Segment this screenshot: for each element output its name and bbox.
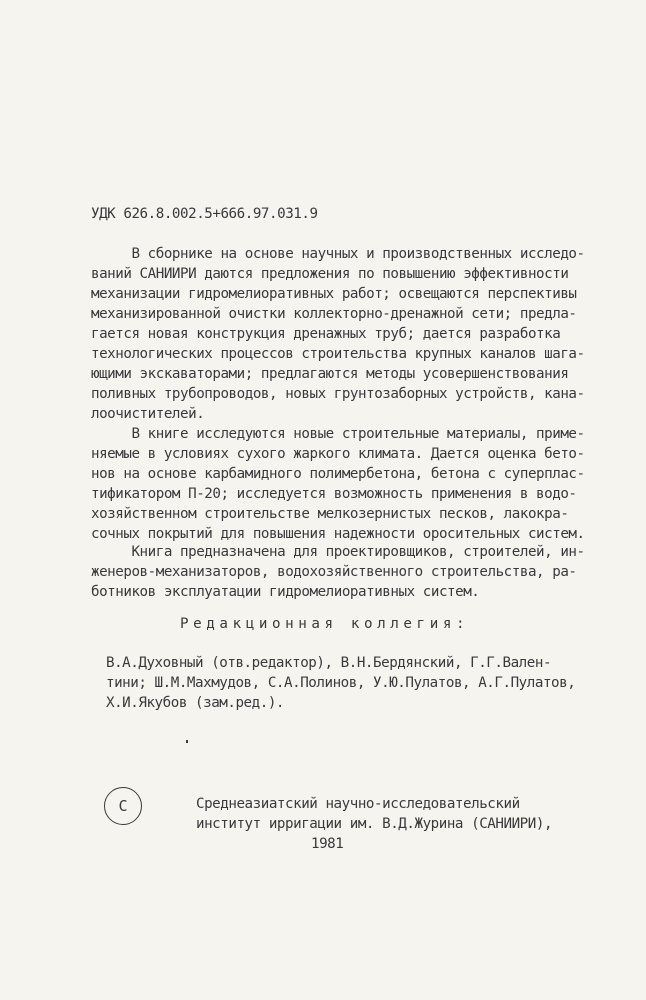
text-line: ваний САНИИРИ даются предложения по повышению эффективности (91, 266, 569, 282)
text-line: поливных трубопроводов, новых грунтозаборных устройств, кана- (91, 386, 585, 402)
text-line: женеров-механизаторов, водохозяйственного строительства, ра- (91, 564, 577, 580)
paragraph-2 (91, 424, 585, 544)
text-line: ющими экскаваторами; предлагаются методы усовершенствования (91, 366, 569, 382)
text-line: хозяйственном строительстве мелкозернистых песков, лакокра- (91, 506, 569, 522)
text-line: В сборнике на основе научных и производственных исследо- (91, 246, 585, 262)
text-line: няемые в условиях сухого жаркого климата. Дается оценка бето- (91, 446, 585, 462)
udc-code: УДК 626.8.002.5+666.97.031.9 (91, 206, 318, 222)
text-line: технологических процессов строительства крупных каналов шага- (91, 346, 585, 362)
paragraph-3 (91, 542, 585, 602)
text-line: тини; Ш.М.Махмудов, С.А.Полинов, У.Ю.Пулатов, А.Г.Пулатов, (106, 675, 576, 691)
text-line: В.А.Духовный (отв.редактор), В.Н.Бердянский, Г.Г.Вален- (106, 655, 552, 671)
publisher-line: Среднеазиатский научно-исследовательский (196, 796, 520, 812)
text-line: Х.И.Якубов (зам.ред.). (106, 695, 285, 711)
text-line: механизации гидромелиоративных работ; освещаются перспективы (91, 286, 577, 302)
text-line: механизированной очистки коллекторно-дренажной сети; предла- (91, 306, 577, 322)
ink-mark (186, 740, 188, 743)
text-line: В книге исследуются новые строительные материалы, приме- (91, 426, 585, 442)
editorial-board-members (106, 653, 575, 713)
editorial-board-title: Редакционная коллегия: (180, 616, 470, 632)
copyright-icon (104, 787, 142, 825)
text-line: ботников эксплуатации гидромелиоративных систем. (91, 584, 480, 600)
publisher-line: институт ирригации им. В.Д.Журина (САНИИРИ), (196, 816, 553, 832)
publication-year: 1981 (311, 836, 344, 852)
text-line: лоочистителей. (91, 406, 205, 422)
text-line: гается новая конструкция дренажных труб; дается разработка (91, 326, 561, 342)
text-line: тификатором П-20; исследуется возможность применения в водо- (91, 486, 577, 502)
paragraph-1 (91, 244, 585, 424)
text-line: нов на основе карбамидного полимербетона, бетона с суперплас- (91, 466, 585, 482)
publisher-block (196, 794, 552, 854)
text-line: сочных покрытий для повышения надежности оросительных систем. (91, 526, 585, 542)
copyright-symbol: С (118, 797, 128, 815)
text-line: Книга предназначена для проектировщиков, строителей, ин- (91, 544, 585, 560)
